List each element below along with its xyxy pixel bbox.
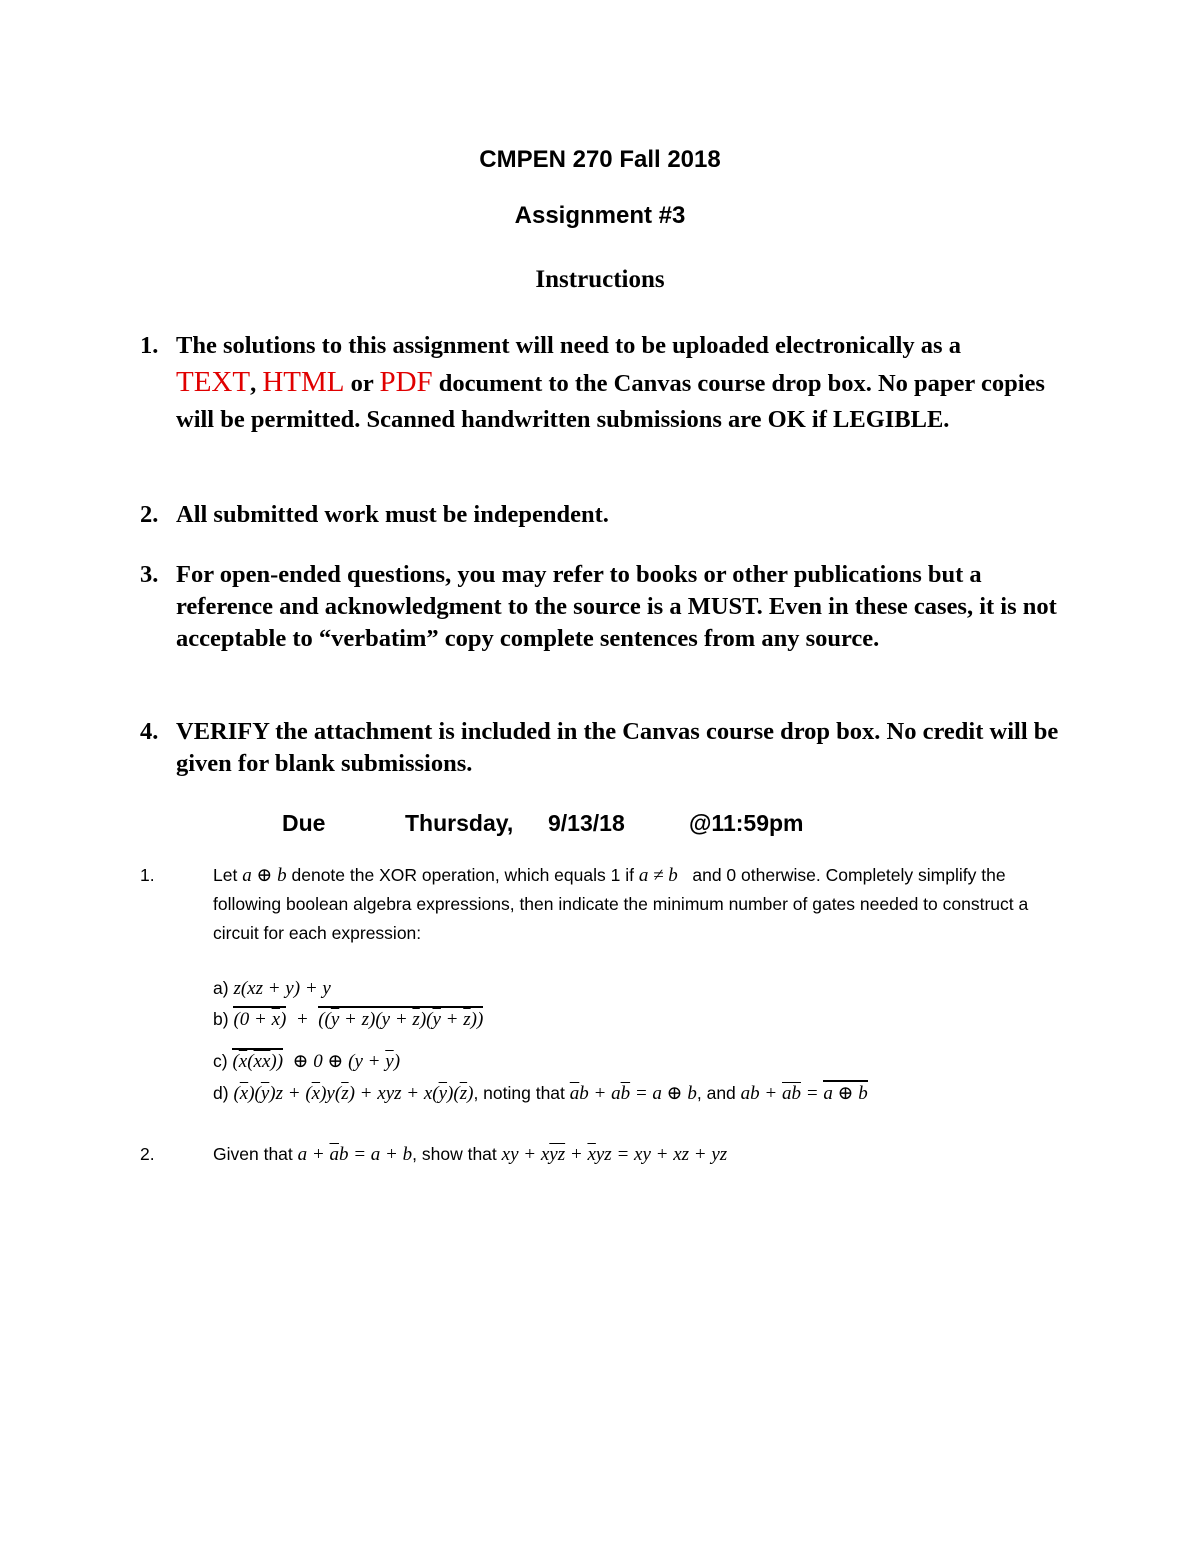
instruction-number: 4. xyxy=(140,718,159,745)
identity-xor: $\overline{a}b + a\overline{b} = a$ ⊕ b xyxy=(569,1083,697,1104)
expression-b: $(0 + \overline{x}) + ((\overline{y} + z)(y + \overline{z})(\overline{y} + \overline{z}))$ xyxy=(233,1006,483,1030)
format-text: TEXT xyxy=(176,366,251,398)
separator-or: or xyxy=(350,370,374,397)
question-intro-c: and 0 otherwise. Completely simplify the following boolean algebra expressions, then indicate the minimum number of gates needed to construct a circuit for each expression: xyxy=(213,865,1029,943)
instruction-text-rest: document to the Canvas course drop box. No paper copies will be permitted. Scanned handwritten submissions are OK if LEGIBLE. xyxy=(176,370,1045,433)
instructions-heading: Instructions xyxy=(535,266,665,293)
part-label: b) xyxy=(213,1009,229,1029)
part-c xyxy=(213,1047,400,1076)
instruction-text: VERIFY the attachment is included in the Canvas course drop box. No credit will be given for blank submissions. xyxy=(176,718,1059,777)
instruction-number: 3. xyxy=(140,561,159,588)
question-number: 2. xyxy=(140,1144,155,1164)
part-label: d) xyxy=(213,1083,229,1103)
given-text: Given that xyxy=(213,1144,293,1164)
not-equal-expression: a ≠ b xyxy=(638,865,678,886)
part-d xyxy=(213,1079,868,1108)
question-text xyxy=(213,861,1073,948)
expression-c: $(\overline{x}(\overline{xx}))$ ⊕ 0 ⊕ $(y + \overline{y})$ xyxy=(232,1048,400,1072)
question-text xyxy=(213,1140,1073,1169)
format-html: HTML xyxy=(262,366,345,398)
instruction-text: For open-ended questions, you may refer to books or other publications but a reference and acknowledgment to the source is a MUST. Even in these cases, it is not acceptable to “verbatim” copy complete sentences from any source. xyxy=(176,561,1057,652)
part-label: a) xyxy=(213,978,229,998)
instruction-text: All submitted work must be independent. xyxy=(176,501,609,528)
part-b xyxy=(213,1005,483,1034)
consensus-expression: xy + $x\overline{yz} + \overline{x}yz$ = xy + xz + yz xyxy=(501,1144,728,1165)
due-label: Due xyxy=(282,810,326,836)
and-text: , and xyxy=(696,1083,736,1103)
part-a xyxy=(213,974,331,1003)
assignment-number: Assignment #3 xyxy=(514,202,686,229)
due-time: @11:59pm xyxy=(689,810,804,836)
noting-text: , noting that xyxy=(473,1083,565,1103)
question-intro-a: Let xyxy=(213,865,238,885)
instruction-3 xyxy=(140,559,1080,655)
instruction-1 xyxy=(140,328,1080,438)
question-intro-b: denote the XOR operation, which equals 1 if xyxy=(291,865,634,885)
given-identity: $a + \overline{a}b = a + b$ xyxy=(297,1144,413,1165)
separator-comma: , xyxy=(250,370,257,397)
identity-xnor: ab + $\overline{ab} = a$ ⊕ b xyxy=(741,1080,868,1104)
due-date: 9/13/18 xyxy=(548,810,625,836)
question-number: 1. xyxy=(140,865,155,885)
instruction-2 xyxy=(140,499,1080,531)
part-label: c) xyxy=(213,1051,228,1071)
show-text: , show that xyxy=(412,1144,497,1164)
expression-a: z(xz + y) + y xyxy=(233,978,331,999)
xor-expression: a ⊕ b xyxy=(242,865,287,886)
instruction-4 xyxy=(140,716,1080,780)
page-title: CMPEN 270 Fall 2018 xyxy=(479,146,721,173)
instruction-text: The solutions to this assignment will need to be uploaded electronically as a xyxy=(176,332,961,359)
expression-d: $(\overline{x})(\overline{y})z + (\overline{x})y(\overline{z})$ + xyz + $x(\overline{y})(\overline{z})$ xyxy=(233,1083,474,1104)
due-day: Thursday, xyxy=(405,810,514,836)
format-pdf: PDF xyxy=(379,366,433,398)
instruction-number: 2. xyxy=(140,501,159,528)
instruction-number: 1. xyxy=(140,332,159,359)
